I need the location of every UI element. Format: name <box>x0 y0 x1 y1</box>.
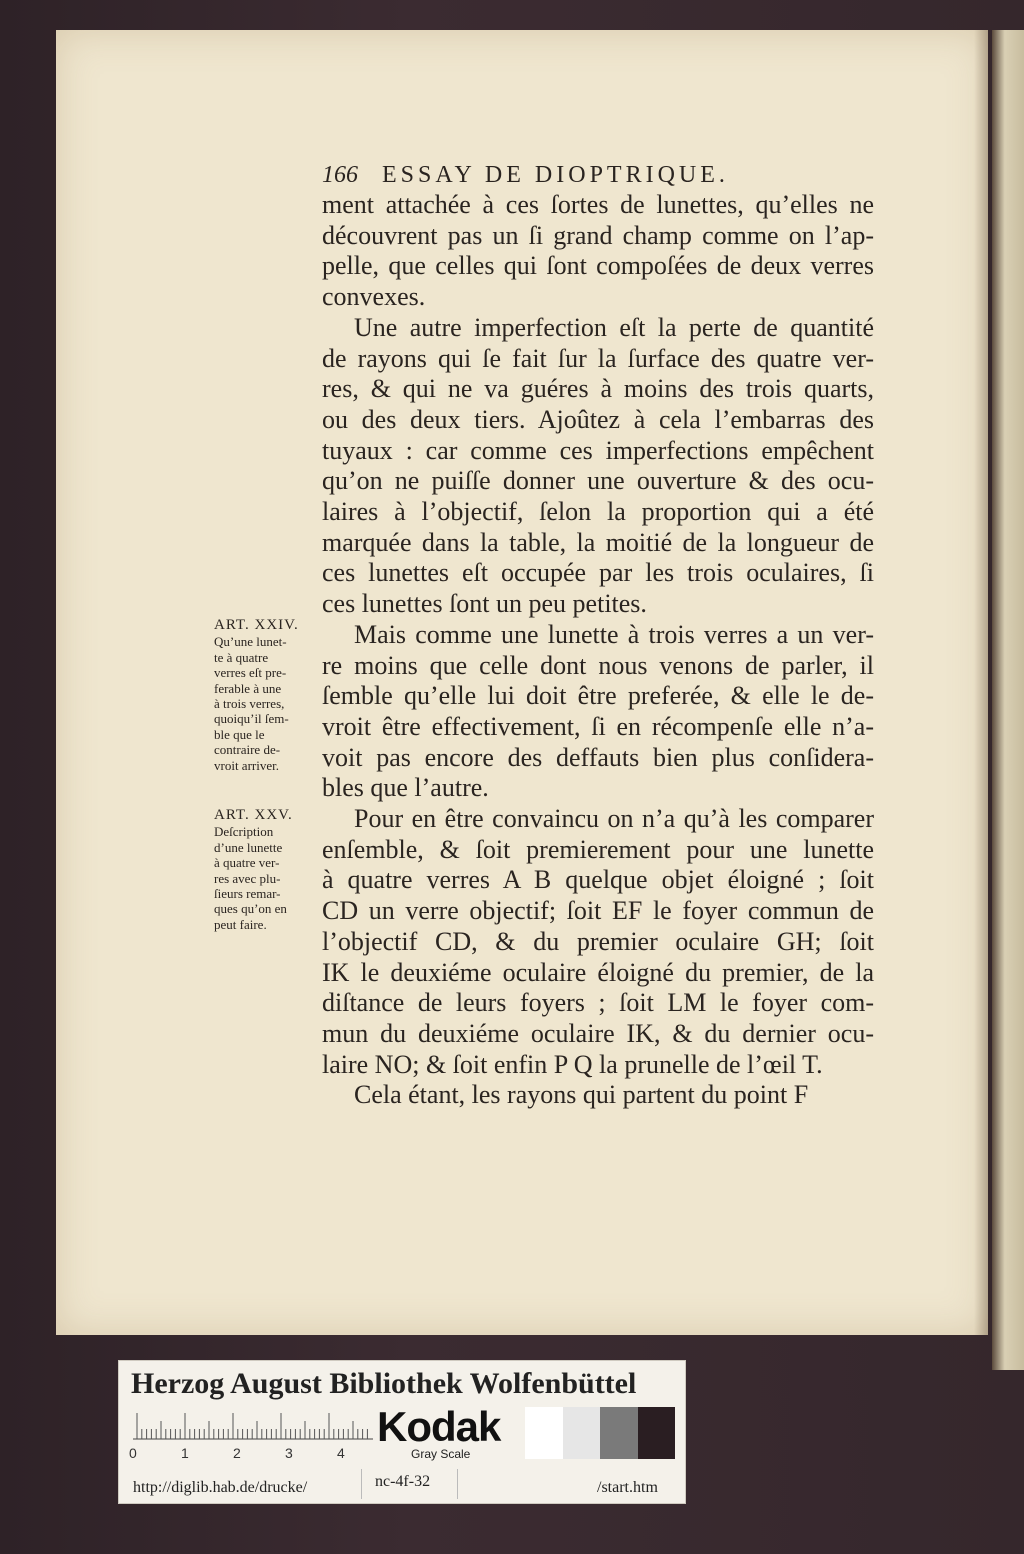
ruler-number: 2 <box>233 1445 241 1461</box>
library-color-card <box>118 1360 686 1504</box>
margin-note-heading: ART. XXIV. <box>214 617 299 633</box>
text-line: diſtance de leurs foyers ; ſoit LM le foyer com- <box>322 988 874 1018</box>
margin-note-line: d’une lunette <box>214 839 283 855</box>
url-left: http://diglib.hab.de/drucke/ <box>133 1479 308 1496</box>
page-header <box>322 162 729 189</box>
margin-note-line: Qu’une lunet- <box>214 634 287 650</box>
margin-note-line: verres eſt pre- <box>214 665 287 681</box>
margin-note-line: contraire de- <box>214 742 281 758</box>
shelfmark: nc-4f-32 <box>375 1473 431 1490</box>
text-line: ſemble qu’elle lui doit être preferée, & elle le de- <box>322 681 874 711</box>
text-line: convexes. <box>322 282 426 312</box>
margin-note-line: res avec plu- <box>214 870 281 886</box>
margin-note-line: peut faire. <box>214 916 267 932</box>
margin-note-line: ferable à une <box>214 680 282 696</box>
gray-swatch <box>638 1407 676 1459</box>
text-line: tuyaux : car comme ces imperfections empêchent <box>322 435 874 465</box>
margin-note-line: ques qu’on en <box>214 901 287 917</box>
text-line: laires à l’objectif, ſelon la proportion qui a été <box>322 497 874 527</box>
margin-note-line: quoiqu’il ſem- <box>214 711 289 727</box>
kodak-logo: Kodak <box>377 1403 501 1450</box>
text-line: laire NO; & ſoit enfin P Q la prunelle de l’œil T. <box>322 1049 823 1079</box>
ruler-number: 1 <box>181 1445 189 1461</box>
adjacent-page-edge <box>992 30 1024 1370</box>
url-right: /start.htm <box>597 1479 658 1496</box>
margin-note-heading: ART. XXV. <box>214 807 293 823</box>
margin-note-line: te à quatre <box>214 649 269 665</box>
ruler-number: 3 <box>285 1445 293 1461</box>
text-line: Une autre imperfection eſt la perte de quantité <box>354 312 874 342</box>
text-line: re moins que celle dont nous venons de parler, il <box>322 650 874 680</box>
margin-note-lines <box>214 824 314 932</box>
text-line: mun du deuxiéme oculaire IK, & du dernier ocu- <box>322 1018 874 1048</box>
margin-note-line: à trois verres, <box>214 696 285 712</box>
text-line: bles que l’autre. <box>322 773 489 803</box>
margin-note-lines <box>214 634 314 773</box>
margin-note-art-25 <box>214 808 314 932</box>
text-line: enſemble, & ſoit premierement pour une lunette <box>322 834 874 864</box>
text-line: découvrent pas un ſi grand champ comme on l’ap- <box>322 220 874 250</box>
text-line: l’objectif CD, & du premier oculaire GH; ſoit <box>322 926 874 956</box>
page-number: 166 <box>322 162 358 188</box>
margin-note-line: ble que le <box>214 726 265 742</box>
text-line: qu’on ne puiſſe donner une ouverture & des ocu- <box>322 466 874 496</box>
library-name: Herzog August Bibliothek Wolfenbüttel <box>131 1367 637 1400</box>
text-line: res, & qui ne va guéres à moins des trois quarts, <box>322 374 874 404</box>
text-line: Cela étant, les rayons qui partent du point F <box>354 1080 809 1110</box>
text-line: voit pas encore des deffauts bien plus conſidera- <box>322 742 874 772</box>
ruler-scale <box>133 1409 373 1443</box>
ruler-number: 0 <box>129 1445 137 1461</box>
margin-note-art-24 <box>214 618 314 773</box>
text-line: Mais comme une lunette à trois verres a un ver- <box>354 619 874 649</box>
running-title: ESSAY DE DIOPTRIQUE. <box>382 162 729 188</box>
text-line: ment attachée à ces ſortes de lunettes, qu’elles ne <box>322 190 874 219</box>
gray-swatch <box>525 1407 563 1459</box>
gray-scale-swatches <box>525 1407 675 1459</box>
text-line: pelle, que celles qui ſont compoſées de deux verres <box>322 251 874 281</box>
text-line: Pour en être convaincu on n’a qu’à les comparer <box>354 804 874 834</box>
gray-swatch <box>600 1407 638 1459</box>
ruler-number: 4 <box>337 1445 345 1461</box>
margin-note-line: ſieurs remar- <box>214 886 281 902</box>
text-line: à quatre verres A B quelque objet éloigné ; ſoit <box>322 865 874 895</box>
separator <box>361 1469 362 1499</box>
text-line: ces lunettes eſt occupée par les trois oculaires, ſi <box>322 558 874 588</box>
margin-note-line: Deſcription <box>214 824 274 840</box>
text-line: ces lunettes ſont un peu petites. <box>322 589 647 619</box>
text-line: IK le deuxiéme oculaire éloigné du premier, de la <box>322 957 874 987</box>
text-line: CD un verre objectif; ſoit EF le foyer commun de <box>322 896 874 926</box>
margin-note-line: vroit arriver. <box>214 757 279 773</box>
separator <box>457 1469 458 1499</box>
text-line: de rayons qui ſe fait ſur la ſurface des quatre ver- <box>322 343 874 373</box>
gray-scale-label: Gray Scale <box>411 1447 471 1461</box>
text-line: ou des deux tiers. Ajoûtez à cela l’embarras des <box>322 404 874 434</box>
body-text <box>322 190 874 1111</box>
text-line: vroit être effectivement, ſi en récompenſe elle n’a- <box>322 711 874 741</box>
text-line: marquée dans la table, la moitié de la longueur de <box>322 527 874 557</box>
gray-swatch <box>563 1407 601 1459</box>
margin-note-line: à quatre ver- <box>214 855 280 871</box>
